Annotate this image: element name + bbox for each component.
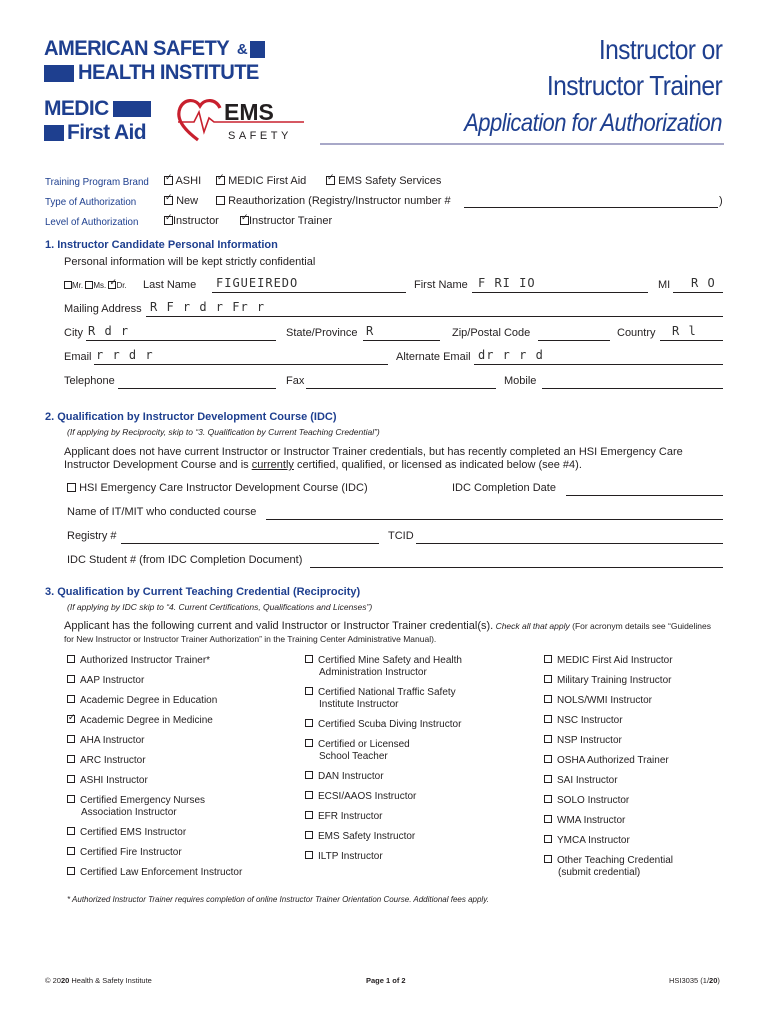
mi-value: R O: [691, 276, 716, 290]
medic-logo-bar-2: [44, 125, 64, 141]
mailing-value: R F r d r Fr r: [150, 300, 266, 314]
first-name-value: F RI IO: [478, 276, 536, 290]
credential-option[interactable]: [305, 811, 382, 823]
credential-label: EFR Instructor: [318, 811, 383, 822]
credential-label: OSHA Authorized Trainer: [557, 755, 669, 766]
checkbox-icon[interactable]: [67, 847, 75, 855]
checkbox-icon[interactable]: [67, 755, 75, 763]
credential-label: ASHI Instructor: [80, 775, 148, 786]
country-label: Country: [617, 327, 656, 339]
salutation-ms[interactable]: [85, 281, 106, 290]
credential-label: YMCA Instructor: [557, 835, 630, 846]
mi-label: MI: [658, 279, 671, 291]
last-name-label: Last Name: [143, 279, 197, 291]
brand-option-medic[interactable]: [216, 175, 306, 187]
mobile-label: Mobile: [504, 375, 537, 387]
checkbox-icon[interactable]: [305, 739, 313, 747]
checkbox-icon[interactable]: [67, 695, 75, 703]
credential-option[interactable]: [305, 719, 461, 731]
checkbox-checked-icon[interactable]: [164, 216, 173, 225]
section2-para2: [64, 459, 582, 471]
idc-date-field[interactable]: [566, 484, 723, 496]
section2-para2-b: certified, qualified, or licensed as indicated below (see #4).: [293, 459, 582, 471]
credential-label: DAN Instructor: [318, 771, 384, 782]
student-label: IDC Student # (from IDC Completion Document): [67, 554, 303, 566]
reauth-close-paren: ): [719, 195, 723, 207]
section2-heading: 2. Qualification by Instructor Development Course (IDC): [45, 411, 337, 423]
credential-label: ARC Instructor: [80, 755, 146, 766]
credential-option[interactable]: [67, 827, 186, 839]
section2-para2-underlined: currently: [251, 459, 294, 471]
credential-option[interactable]: [305, 655, 462, 679]
it-name-label: Name of IT/MIT who conducted course: [67, 506, 257, 518]
section3-para2: for New Instructor or Instructor Trainer Authorization” in the Training Center Administrative Manual).: [64, 634, 437, 644]
medic-logo-line1: MEDIC: [44, 97, 109, 120]
state-field[interactable]: [363, 329, 440, 341]
credential-label: AAP Instructor: [80, 675, 145, 686]
credential-label: Authorized Instructor Trainer*: [80, 655, 211, 666]
type-label: Type of Authorization: [45, 196, 137, 208]
checkbox-icon[interactable]: [544, 715, 552, 723]
credential-option[interactable]: [67, 695, 217, 707]
mobile-field[interactable]: [542, 377, 723, 389]
mailing-label: Mailing Address: [64, 303, 142, 315]
medic-logo-line2: First Aid: [67, 121, 146, 144]
brand-label: Training Program Brand: [45, 176, 149, 188]
credential-label: MEDIC First Aid Instructor: [557, 655, 673, 666]
tcid-field[interactable]: [416, 532, 723, 544]
checkbox-icon[interactable]: [305, 791, 313, 799]
credential-label: NSP Instructor: [557, 735, 622, 746]
section2-note: (If applying by Reciprocity, skip to “3. Qualification by Current Teaching Credential”): [67, 427, 380, 437]
salutation-label: Dr.: [116, 281, 127, 290]
title-divider: [320, 143, 724, 145]
ashi-logo-bar: [44, 65, 74, 82]
last-name-value: FIGUEIREDO: [216, 276, 299, 290]
state-label: State/Province: [286, 327, 358, 339]
salutation-group: [64, 281, 127, 290]
section1-heading: 1. Instructor Candidate Personal Information: [45, 239, 278, 251]
credential-option[interactable]: [67, 755, 146, 767]
checkbox-icon[interactable]: [544, 675, 552, 683]
credential-option[interactable]: [305, 791, 416, 803]
ems-logo-name: EMS: [224, 99, 274, 125]
credential-option[interactable]: [305, 739, 410, 763]
checkbox-icon[interactable]: [544, 815, 552, 823]
footer-code-year: 20: [709, 976, 718, 985]
checkbox-icon[interactable]: [67, 775, 75, 783]
credential-label: Certified Scuba Diving Instructor: [318, 719, 462, 730]
credential-label-line2: Institute Instructor: [319, 699, 399, 710]
ems-heart-icon: [176, 96, 310, 146]
section3-para1-a: Applicant has the following current and valid Instructor or Instructor Trainer credential(s).: [64, 620, 494, 632]
checkbox-icon[interactable]: [305, 811, 313, 819]
credential-label: ECSI/AAOS Instructor: [318, 791, 417, 802]
credential-label: AHA Instructor: [80, 735, 145, 746]
credential-option[interactable]: [544, 795, 629, 807]
type-option-new[interactable]: [164, 195, 198, 207]
credential-option[interactable]: [305, 851, 383, 863]
checkbox-icon[interactable]: [216, 196, 225, 205]
checkbox-icon[interactable]: [544, 795, 552, 803]
alt-email-label: Alternate Email: [396, 351, 471, 363]
credential-label: NOLS/WMI Instructor: [557, 695, 653, 706]
checkbox-icon[interactable]: [305, 655, 313, 663]
credential-option[interactable]: [544, 655, 673, 667]
credential-label: Certified or Licensed: [318, 739, 410, 750]
credential-option[interactable]: [67, 867, 242, 879]
telephone-field[interactable]: [118, 377, 276, 389]
level-option-instructor[interactable]: [164, 215, 219, 227]
credential-option[interactable]: [544, 695, 652, 707]
credential-label-line2: (submit credential): [558, 867, 641, 878]
credential-label-line2: Association Instructor: [81, 807, 177, 818]
level-trainer-label: Instructor Trainer: [249, 215, 333, 227]
ems-logo-sub: SAFETY: [228, 130, 292, 142]
fax-field[interactable]: [306, 377, 496, 389]
medic-logo-bar: [113, 101, 151, 117]
checkbox-icon[interactable]: [305, 831, 313, 839]
idc-course-label: HSI Emergency Care Instructor Development Course (IDC): [79, 482, 368, 494]
salutation-label: Ms.: [93, 281, 107, 290]
checkbox-icon[interactable]: [544, 835, 552, 843]
credential-label: Academic Degree in Medicine: [80, 715, 213, 726]
credential-label: SAI Instructor: [557, 775, 618, 786]
section3-para1-b: Check all that apply: [493, 621, 570, 631]
salutation-dr[interactable]: [108, 281, 126, 290]
idc-date-label: IDC Completion Date: [452, 482, 556, 494]
level-instructor-label: Instructor: [173, 215, 219, 227]
credential-option[interactable]: [544, 835, 630, 847]
checkbox-checked-icon[interactable]: [67, 715, 75, 723]
credential-option[interactable]: [67, 775, 148, 787]
brand-option-ashi[interactable]: [164, 175, 201, 187]
credential-option[interactable]: [544, 715, 623, 727]
credential-option[interactable]: [544, 775, 618, 787]
checkbox-icon[interactable]: [544, 855, 552, 863]
credential-option[interactable]: [305, 687, 456, 711]
credential-label: Certified Emergency Nurses: [80, 795, 206, 806]
type-reauth-label: Reauthorization (Registry/Instructor number #: [228, 195, 451, 207]
ashi-logo-amp: &: [236, 40, 248, 58]
medic-first-aid-logo: [44, 98, 156, 144]
credential-label: Certified National Traffic Safety: [318, 687, 456, 698]
credential-option[interactable]: [67, 847, 182, 859]
credential-option[interactable]: [67, 655, 210, 667]
credential-option[interactable]: [544, 855, 673, 879]
section3-footnote: * Authorized Instructor Trainer requires completion of online Instructor Trainer Orientation Course. Additional fees apply.: [67, 895, 489, 904]
footer-form-code: [669, 976, 720, 985]
fax-label: Fax: [286, 375, 305, 387]
brand-option-label: EMS Safety Services: [338, 175, 442, 187]
footer-code-a: HSI3035 (1/: [669, 976, 710, 985]
registry-number-field[interactable]: [464, 196, 718, 208]
checkbox-icon[interactable]: [544, 735, 552, 743]
footer-page-number: Page 1 of 2: [366, 976, 406, 985]
credential-label: Military Training Instructor: [557, 675, 672, 686]
credential-label: WMA Instructor: [557, 815, 626, 826]
salutation-mr[interactable]: [64, 281, 83, 290]
checkbox-icon[interactable]: [67, 795, 75, 803]
credential-label: SOLO Instructor: [557, 795, 630, 806]
checkbox-checked-icon[interactable]: [164, 176, 173, 185]
checkbox-icon[interactable]: [67, 735, 75, 743]
country-value: R l: [672, 324, 697, 338]
ashi-logo-square: [250, 41, 265, 58]
salutation-label: Mr.: [72, 281, 84, 290]
section3-note: (If applying by IDC skip to “4. Current Certifications, Qualifications and Licenses”): [67, 602, 373, 612]
footer-copyright-a: © 20: [45, 976, 61, 985]
credential-label: EMS Safety Instructor: [318, 831, 416, 842]
section3-para1: [64, 620, 711, 632]
credential-option[interactable]: [67, 795, 205, 819]
credential-label: NSC Instructor: [557, 715, 623, 726]
credential-option[interactable]: [67, 735, 144, 747]
credential-option[interactable]: [67, 675, 144, 687]
brand-option-label: ASHI: [175, 175, 202, 187]
checkbox-icon[interactable]: [544, 755, 552, 763]
checkbox-icon[interactable]: [305, 687, 313, 695]
it-name-field[interactable]: [266, 508, 723, 520]
registry-field[interactable]: [121, 532, 379, 544]
checkbox-checked-icon[interactable]: [108, 281, 116, 289]
checkbox-icon[interactable]: [67, 867, 75, 875]
footer-copyright-c: Health & Safety Institute: [69, 976, 152, 985]
credential-label: Certified Fire Instructor: [80, 847, 182, 858]
section2-para2-a: Instructor Development Course and is: [64, 459, 252, 471]
credential-label: Certified Mine Safety and Health: [318, 655, 462, 666]
ems-safety-logo: [176, 96, 310, 146]
checkbox-icon[interactable]: [544, 695, 552, 703]
city-label: City: [64, 327, 83, 339]
credential-option[interactable]: [67, 715, 213, 727]
section2-para1: Applicant does not have current Instructor or Instructor Trainer credentials, but has recently completed an HSI Emergency Care: [64, 446, 683, 458]
credential-option[interactable]: [305, 831, 415, 843]
email-value: r r d r: [96, 348, 154, 362]
title-line3: Application for Authorization: [464, 109, 722, 137]
state-value: R: [366, 324, 375, 338]
checkbox-icon[interactable]: [67, 827, 75, 835]
brand-option-label: MEDIC First Aid: [228, 175, 307, 187]
ashi-logo: [44, 38, 272, 84]
checkbox-icon[interactable]: [544, 775, 552, 783]
zip-label: Zip/Postal Code: [452, 327, 531, 339]
section3-heading: 3. Qualification by Current Teaching Credential (Reciprocity): [45, 586, 361, 598]
tcid-label: TCID: [388, 530, 414, 542]
telephone-label: Telephone: [64, 375, 115, 387]
checkbox-icon[interactable]: [67, 655, 75, 663]
title-line1: Instructor or: [598, 34, 722, 65]
section3-para1-c: (For acronym details see “Guidelines: [569, 621, 712, 631]
credential-label: ILTP Instructor: [318, 851, 383, 862]
credential-option[interactable]: [544, 675, 671, 687]
email-label: Email: [64, 351, 92, 363]
ashi-logo-line1: AMERICAN SAFETY: [44, 37, 230, 60]
brand-option-ems[interactable]: [326, 175, 441, 187]
checkbox-checked-icon[interactable]: [240, 216, 249, 225]
credential-label: Certified Law Enforcement Instructor: [80, 867, 243, 878]
section1-note: Personal information will be kept strictly confidential: [64, 256, 316, 268]
registry-label: Registry #: [67, 530, 117, 542]
footer-code-c: ): [717, 976, 720, 985]
idc-course-option[interactable]: [67, 482, 368, 494]
credential-label: Certified EMS Instructor: [80, 827, 187, 838]
type-option-reauth[interactable]: [216, 195, 451, 207]
credential-label: Other Teaching Credential: [557, 855, 673, 866]
checkbox-icon[interactable]: [305, 719, 313, 727]
checkbox-icon[interactable]: [67, 675, 75, 683]
credential-option[interactable]: [544, 755, 669, 767]
alt-email-value: dr r r d: [478, 348, 544, 362]
student-field[interactable]: [310, 556, 723, 568]
checkbox-icon[interactable]: [85, 281, 93, 289]
city-value: R d r: [88, 324, 130, 338]
checkbox-icon[interactable]: [544, 655, 552, 663]
credential-option[interactable]: [544, 815, 625, 827]
checkbox-checked-icon[interactable]: [164, 196, 173, 205]
first-name-label: First Name: [414, 279, 468, 291]
checkbox-icon[interactable]: [64, 281, 72, 289]
credential-option[interactable]: [305, 771, 384, 783]
checkbox-checked-icon[interactable]: [216, 176, 225, 185]
credential-label-line2: School Teacher: [319, 751, 388, 762]
level-label: Level of Authorization: [45, 216, 139, 228]
footer-copyright-year: 20: [60, 976, 70, 985]
title-line2: Instructor Trainer: [546, 70, 722, 101]
checkbox-icon[interactable]: [305, 851, 313, 859]
credential-option[interactable]: [544, 735, 622, 747]
credential-label: Academic Degree in Education: [80, 695, 218, 706]
level-option-trainer[interactable]: [240, 215, 332, 227]
type-new-label: New: [176, 195, 199, 207]
footer-copyright: [45, 976, 152, 985]
checkbox-checked-icon[interactable]: [326, 176, 335, 185]
credential-label-line2: Administration Instructor: [319, 667, 427, 678]
checkbox-icon[interactable]: [67, 483, 76, 492]
ashi-logo-line2: HEALTH INSTITUTE: [78, 61, 259, 84]
checkbox-icon[interactable]: [305, 771, 313, 779]
zip-field[interactable]: [538, 329, 610, 341]
